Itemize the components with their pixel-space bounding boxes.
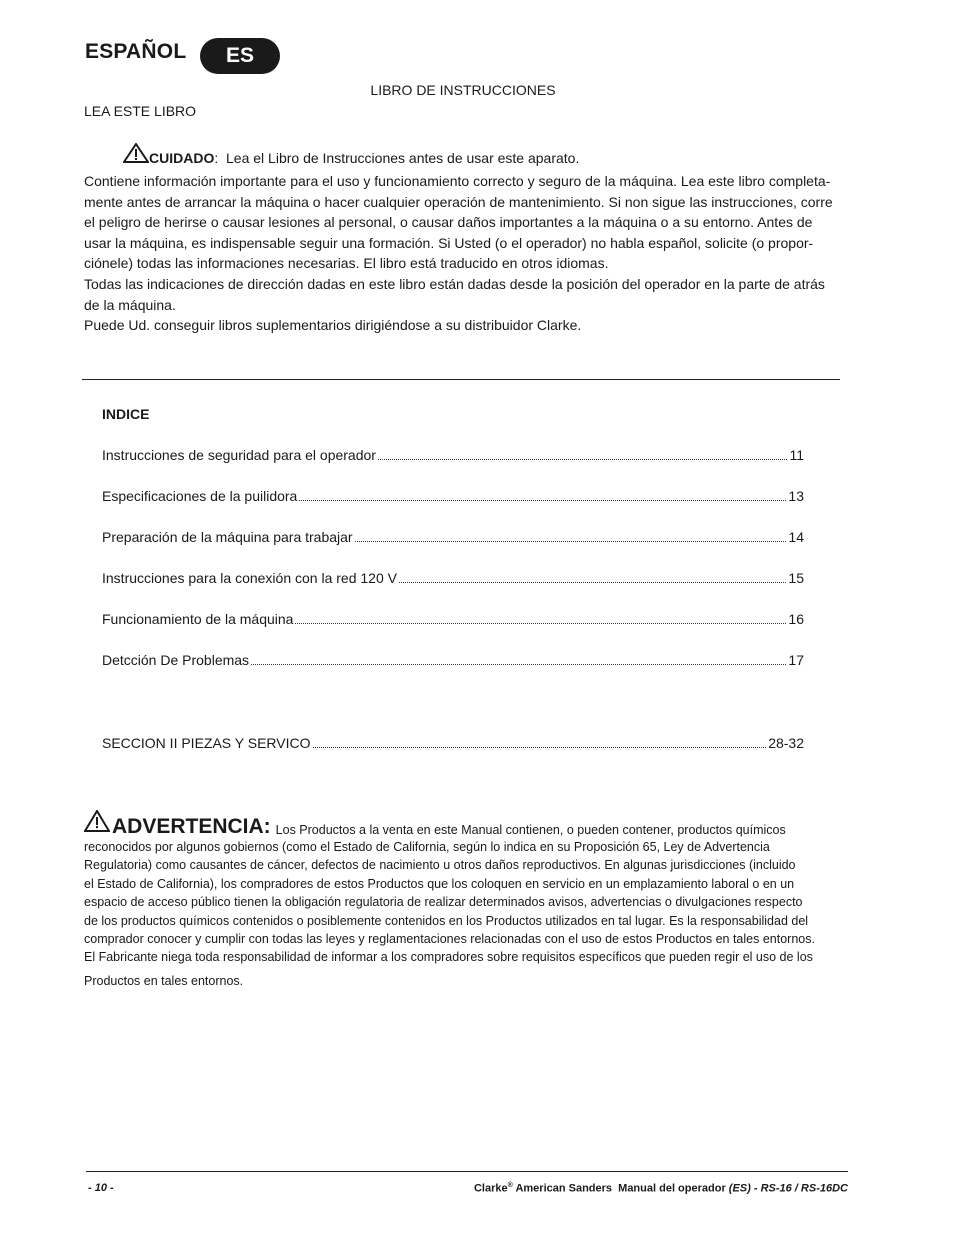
index-title: INDICE: [102, 406, 150, 422]
toc-entry-label: Funcionamiento de la máquina: [102, 611, 294, 627]
intro-paragraph: [84, 171, 844, 336]
toc-leader-dots: [399, 582, 786, 583]
footer-divider: [86, 1171, 848, 1172]
toc-entry-page: 15: [788, 570, 804, 586]
toc-leader-dots: [355, 541, 787, 542]
toc-leader-dots: [299, 500, 786, 501]
toc-entry[interactable]: [102, 488, 804, 504]
footer-model: (ES) - RS-16 / RS-16DC: [728, 1182, 848, 1195]
warning-triangle-icon: [84, 810, 110, 837]
toc-entry[interactable]: [102, 447, 804, 463]
warning-triangle-icon: [123, 143, 149, 166]
book-title: LIBRO DE INSTRUCCIONES: [370, 82, 556, 98]
intro-line: mente antes de arrancar la máquina o hacer cualquier operación de mantenimiento. Si non sigue las instrucciones, corre: [84, 193, 833, 210]
toc-entry-label: Instrucciones para la conexión con la red 120 V: [102, 570, 397, 586]
section-divider: [82, 379, 840, 380]
warning-line: Regulatoria) como causantes de cáncer, defectos de nacimiento u otros daños reproductivos. En algunas jurisdicciones (incluido: [84, 858, 796, 873]
registered-mark: ®: [507, 1182, 513, 1189]
warning-paragraph: [84, 838, 844, 990]
toc-entry[interactable]: [102, 652, 804, 668]
toc-leader-dots: [295, 623, 786, 624]
toc-entry-label: Instrucciones de seguridad para el operador: [102, 447, 376, 463]
warning-line: Productos en tales entornos.: [84, 973, 244, 988]
caution-text: : Lea el Libro de Instrucciones antes de usar este aparato.: [214, 150, 580, 166]
intro-line: usar la máquina, es indispensable seguir una formación. Si Usted (o el operador) no habla español, solicite (o propor-: [84, 234, 814, 251]
intro-line: Contiene información importante para el uso y funcionamiento correcto y seguro de la máquina. Lea este libro completa-: [84, 173, 831, 189]
toc-entry-page: 14: [788, 529, 804, 545]
toc-entry-label: Detcción De Problemas: [102, 652, 250, 668]
toc-entry[interactable]: [102, 529, 804, 545]
caution-label: CUIDADO: [149, 150, 215, 166]
intro-line: de la máquina.: [84, 296, 176, 313]
toc-entry-page: 17: [788, 652, 804, 668]
warning-line: el Estado de California), los compradores de estos Productos que los coloquen en servicio en un emplazamiento laboral o en un: [84, 876, 795, 891]
intro-line: el peligro de herirse o causar lesiones al personal, o causar daños importantes a la máquina o a su entorno. Antes de: [84, 214, 813, 231]
toc-entry-page: 13: [788, 488, 804, 504]
toc-entry-label: Especificaciones de la puilidora: [102, 488, 298, 504]
intro-line: ciónele) todas las informaciones necesarias. El libro está traducido en otros idiomas.: [84, 255, 609, 272]
toc-leader-dots: [251, 664, 786, 665]
warning-line: reconocidos por algunos gobiernos (como el Estado de California, según lo indica en su Proposición 65, Ley de Advertencia: [84, 840, 770, 854]
toc-entry-page: 11: [789, 447, 804, 463]
language-heading: ESPAÑOL: [85, 40, 187, 63]
footer-manual-text: American Sanders Manual del operador: [512, 1182, 729, 1195]
page-number: - 10 -: [88, 1182, 114, 1194]
intro-line: Puede Ud. conseguir libros suplementarios dirigiéndose a su distribuidor Clarke.: [84, 317, 582, 334]
warning-line: espacio de acceso público tienen la obligación regulatoria de realizar determinados avisos, advertencias o divulgaciones respecto: [84, 895, 803, 910]
caution-notice: [123, 143, 579, 166]
warning-line: de los productos químicos contenidos o posiblemente contenidos en los Productos utilizados en tal lugar. Es la responsabilidad del: [84, 913, 809, 928]
warning-first-line: Los Productos a la venta en este Manual contienen, o pueden contener, productos químicos: [275, 823, 786, 837]
footer-brand: Clarke: [473, 1182, 508, 1195]
intro-line: Todas las indicaciones de dirección dadas en este libro están dadas desde la posición del operador en la parte de atrás: [84, 275, 825, 292]
toc-leader-dots: [378, 459, 788, 460]
toc-entry-label: SECCION II PIEZAS Y SERVICO: [102, 735, 311, 751]
warning-heading: [84, 810, 786, 837]
footer-manual-info: [474, 1182, 848, 1195]
toc-entry[interactable]: [102, 570, 804, 586]
toc-entry[interactable]: [102, 735, 804, 751]
toc-entry[interactable]: [102, 611, 804, 627]
toc-entry-label: Preparación de la máquina para trabajar: [102, 529, 353, 545]
language-badge: ES: [200, 38, 280, 74]
warning-line: El Fabricante niega toda responsabilidad de informar a los compradores sobre requisitos específicos que pueden regir el uso de los: [84, 950, 813, 965]
warning-title: ADVERTENCIA:: [112, 815, 271, 838]
warning-line: comprador conocer y cumplir con todas las leyes y reglamentaciones relacionadas con el uso de estos Productos en tales entornos.: [84, 932, 815, 947]
read-notice: LEA ESTE LIBRO: [84, 103, 197, 119]
toc-entry-page: 16: [788, 611, 804, 627]
toc-entry-page: 28-32: [768, 735, 804, 751]
toc-leader-dots: [313, 747, 767, 748]
